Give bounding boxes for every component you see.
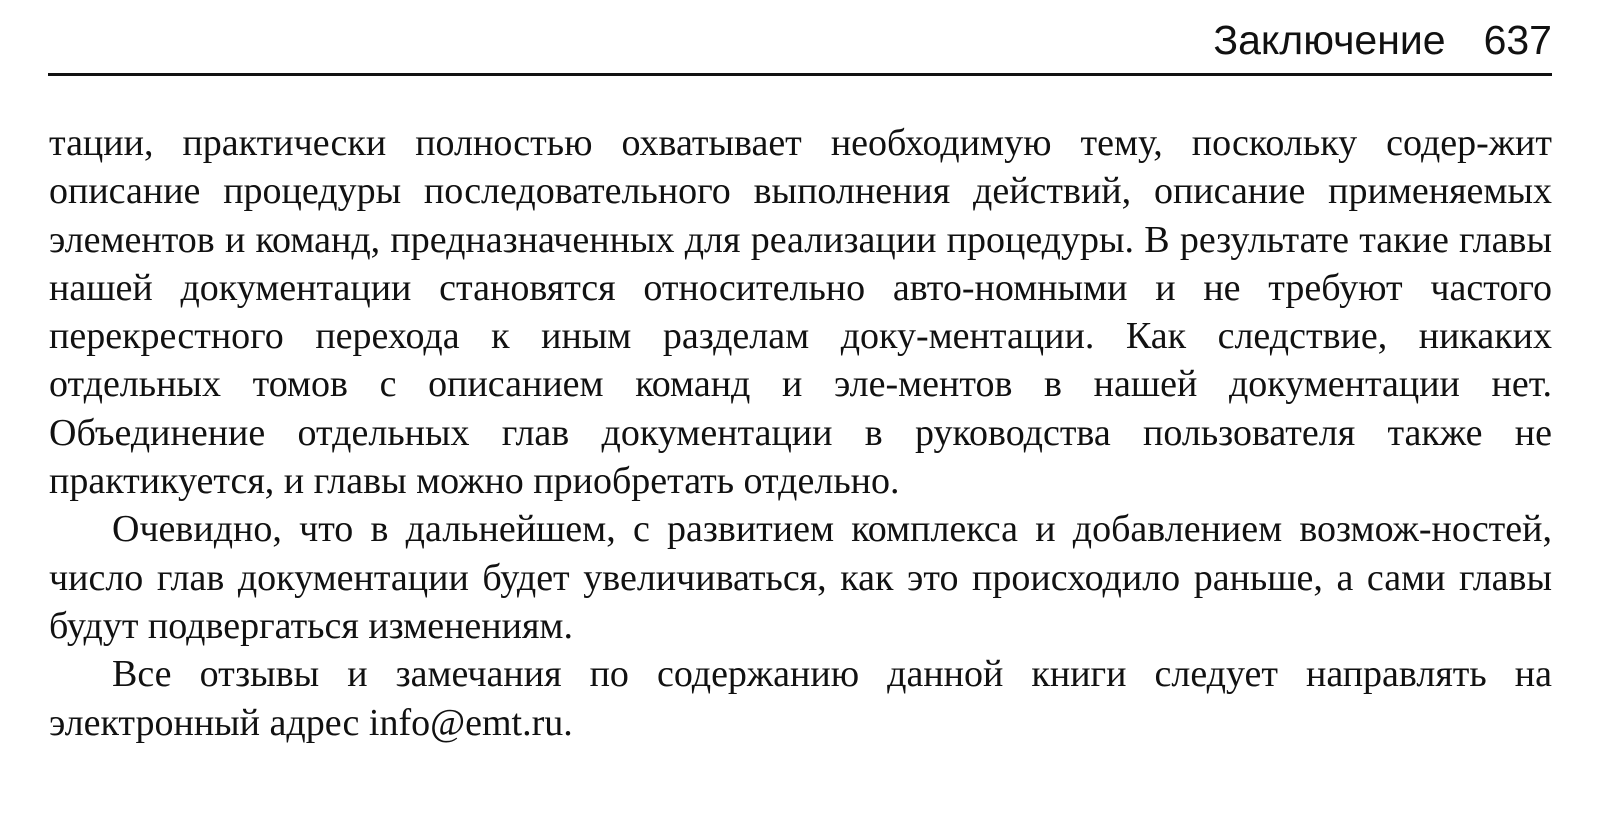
section-title: Заключение [1213,16,1446,63]
body-text [49,119,1552,747]
page-number: 637 [1483,16,1552,63]
running-header [48,10,1552,70]
paragraph-continued: тации, практически полностью охватывает необходимую тему, поскольку содер-жит описание процедуры последовательного выполнения действий, описание применяемых элементов и команд, предназначенных для реализации процедуры. В результате такие главы нашей документации становятся относительно авто-номными и не требуют частого перекрестного перехода к иным разделам доку-ментации. Как следствие, никаких отдельных томов с описанием команд и эле-ментов в нашей документации нет. Объединение отдельных глав документации в руководства пользователя также не практикуется, и главы можно приобретать отдельно. [49,122,1552,503]
paragraph-future-chapters: Очевидно, что в дальнейшем, с развитием комплекса и добавлением возмож-ностей, число глав документации будет увеличиваться, как это происходило раньше, а сами главы будут подвергаться изменениям. [49,508,1552,647]
header-rule [48,73,1552,76]
paragraph-feedback: Все отзывы и замечания по содержанию данной книги следует направлять на электронный адрес info@emt.ru. [49,653,1552,744]
